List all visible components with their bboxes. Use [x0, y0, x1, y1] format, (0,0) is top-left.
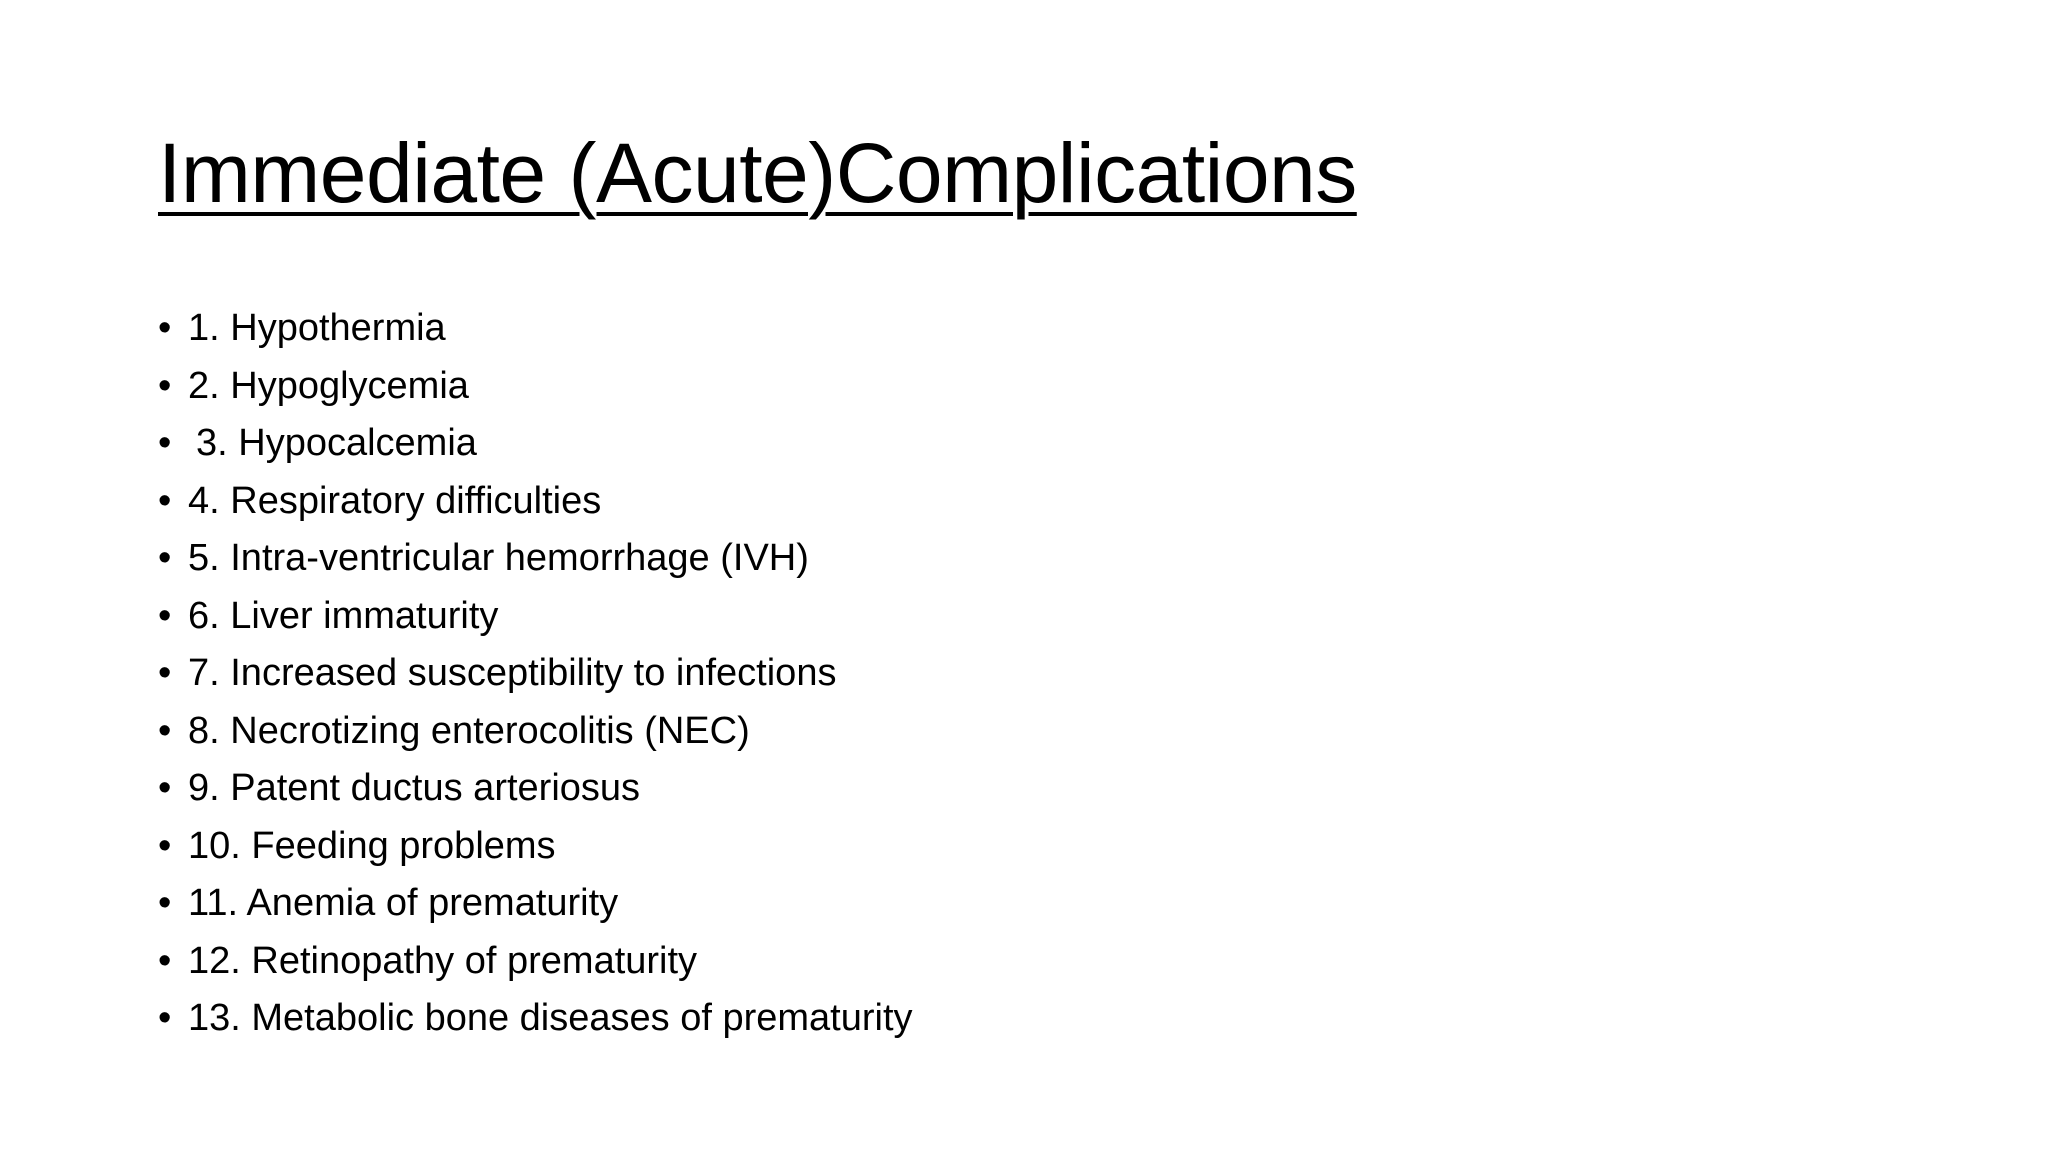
slide-title: Immediate (Acute)Complications [158, 126, 1357, 220]
list-item [158, 990, 913, 1048]
list-item-text: 12. Retinopathy of prematurity [188, 939, 698, 982]
list-item [158, 645, 913, 703]
list-item [158, 530, 913, 588]
list-item-text: 7. Increased susceptibility to infections [188, 652, 837, 694]
complications-list [158, 300, 913, 1048]
list-item [158, 588, 913, 646]
list-item-text: 8. Necrotizing enterocolitis (NEC) [188, 709, 750, 752]
list-item-text: 9. Patent ductus arteriosus [188, 767, 641, 809]
list-item-text: 4. Respiratory difficulties [188, 479, 602, 522]
bullet-icon: • [158, 824, 172, 867]
bullet-icon: • [158, 709, 172, 752]
bullet-icon: • [158, 939, 172, 982]
bullet-icon: • [158, 997, 172, 1039]
list-item [158, 760, 913, 818]
list-item [158, 703, 913, 761]
list-item-text: 3. Hypocalcemia [196, 422, 477, 464]
bullet-icon: • [158, 652, 172, 694]
list-item-text: 10. Feeding problems [188, 824, 556, 867]
bullet-icon: • [158, 422, 172, 464]
bullet-icon: • [158, 479, 172, 522]
list-item [158, 415, 913, 473]
list-item [158, 473, 913, 531]
list-item-text: 11. Anemia of prematurity [188, 882, 619, 924]
bullet-icon: • [158, 537, 172, 579]
bullet-icon: • [158, 594, 172, 637]
bullet-icon: • [158, 882, 172, 924]
list-item [158, 358, 913, 416]
list-item [158, 933, 913, 991]
list-item-text: 2. Hypoglycemia [188, 364, 469, 407]
bullet-icon: • [158, 767, 172, 809]
list-item [158, 818, 913, 876]
list-item [158, 875, 913, 933]
list-item-text: 5. Intra-ventricular hemorrhage (IVH) [188, 537, 809, 579]
bullet-icon: • [158, 307, 172, 349]
list-item [158, 300, 913, 358]
list-item-text: 13. Metabolic bone diseases of prematurity [188, 997, 913, 1039]
bullet-icon: • [158, 364, 172, 407]
list-item-text: 1. Hypothermia [188, 307, 446, 349]
list-item-text: 6. Liver immaturity [188, 594, 499, 637]
